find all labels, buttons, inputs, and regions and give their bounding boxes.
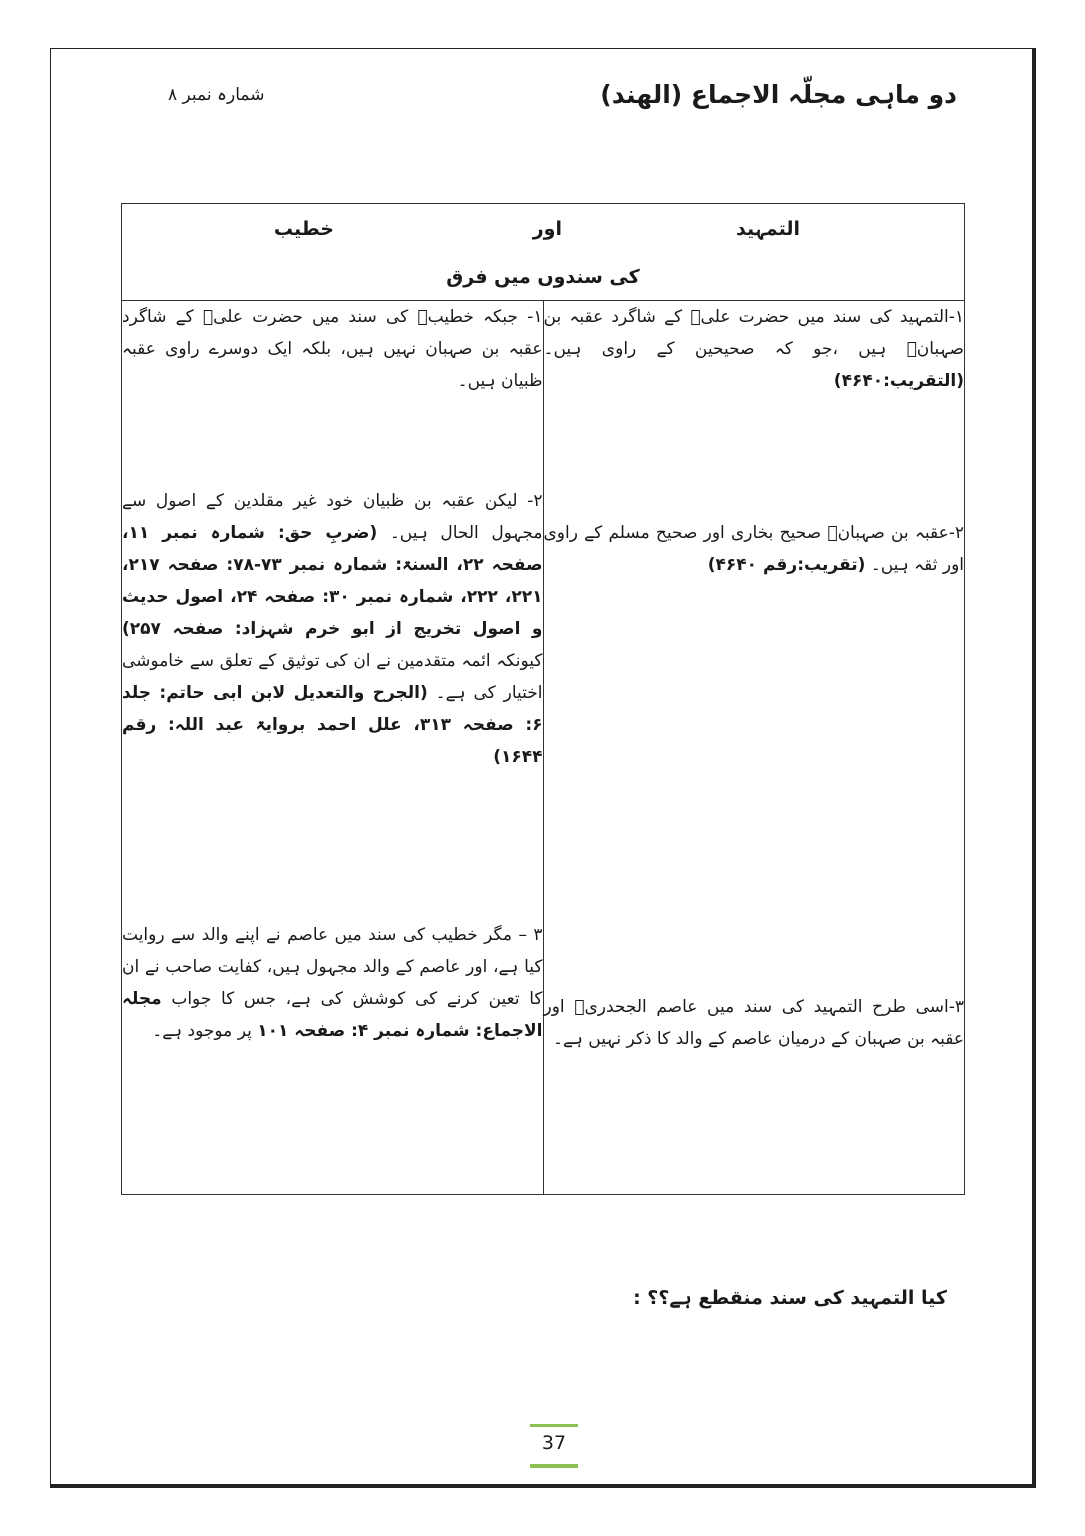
tamhid-point-1-text: ۱-التمہید کی سند میں حضرت علیؓ کے شاگرد عقبہ بن صہبانؒ ہیں ،جو کہ صحیحین کے راوی ہیں۔	[543, 307, 964, 359]
column-label-khatib: خطیب	[273, 218, 334, 240]
khatib-point-2-ref2: (الجرح والتعدیل لابن ابی حاتم: جلد ۶: صفحہ ۳۱۳، علل احمد بروایۃ عبد اللہ: رقم ۱۶۴۴)	[122, 683, 543, 767]
footer-rule-bottom	[530, 1464, 578, 1468]
khatib-point-2-text2: کیونکہ ائمہ متقدمین نے ان کی توثیق کے تعلق سے خاموشی اختیار کی ہے۔	[122, 651, 543, 703]
khatib-point-3-text: ۳ – مگر خطیب کی سند میں عاصم نے اپنے والد سے روایت کیا ہے، اور عاصم کے والد مجہول ہیں، کفایت صاحب نے ان کا تعین کرنے کی کوشش کی ہے، جس کا جواب	[122, 925, 543, 1009]
khatib-point-2-text: ۲- لیکن عقبہ بن ظبیان خود غیر مقلدین کے اصول سے مجہول الحال ہیں۔	[122, 491, 543, 543]
journal-title: دو ماہی مجلّہ الاجماع (الھند)	[600, 80, 957, 109]
column-label-tamhid: التمہید	[735, 218, 800, 240]
tamhid-point-1	[544, 301, 965, 397]
khatib-point-2-ref: (ضربِ حق: شمارہ نمبر ۱۱، صفحہ ۲۲، السنۃ: شمارہ نمبر ۷۳-۷۸: صفحہ ۲۱۷، ۲۲۱، ۲۲۲، شمارہ نمبر ۳۰: صفحہ ۲۴، اصول حدیث و اصول تخریج از ابو خرم شہزاد: صفحہ ۲۵۷)	[122, 523, 543, 639]
column-label-and: اور	[532, 218, 562, 240]
khatib-point-3-text2: پر موجود ہے۔	[152, 1021, 252, 1041]
issue-number: شمارہ نمبر ۸	[168, 85, 265, 105]
khatib-point-3-ref: مجلہ الاجماع: شمارہ نمبر ۴: صفحہ ۱۰۱	[122, 989, 543, 1041]
khatib-point-1	[122, 301, 543, 397]
khatib-point-3	[122, 919, 543, 1047]
tamhid-point-2-text: ۲-عقبہ بن صہبانؒ صحیح بخاری اور صحیح مسلم کے راوی اور ثقہ ہیں۔	[543, 523, 964, 575]
table-subtitle: کی سندوں میں فرق	[446, 266, 640, 288]
khatib-point-2	[122, 485, 543, 773]
tamhid-point-2	[544, 517, 965, 581]
page-number: 37	[541, 1432, 567, 1454]
tamhid-column	[543, 301, 965, 1195]
tamhid-point-1-ref: (التقریب:۴۶۴۰)	[833, 371, 964, 391]
khatib-point-1-text: ۱- جبکہ خطیبؒ کی سند میں حضرت علیؓ کے شاگرد عقبہ بن صہبان نہیں ہیں، بلکہ ایک دوسرے راوی عقبہ ظبیان ہیں۔	[122, 307, 543, 391]
tamhid-point-2-ref: (تقریب:رقم ۴۶۴۰)	[707, 555, 866, 575]
tamhid-point-3	[544, 991, 965, 1055]
footer-rule-top	[530, 1424, 578, 1427]
table-header	[122, 204, 965, 301]
khatib-column	[122, 301, 544, 1195]
comparison-table	[121, 203, 965, 1195]
section-question: کیا التمہید کی سند منقطع ہے؟؟ :	[633, 1287, 947, 1309]
tamhid-point-3-text: ۳-اسی طرح التمہید کی سند میں عاصم الجحدریؒ اور عقبہ بن صہبان کے درمیان عاصم کے والد کا ذکر نہیں ہے۔	[543, 997, 964, 1049]
